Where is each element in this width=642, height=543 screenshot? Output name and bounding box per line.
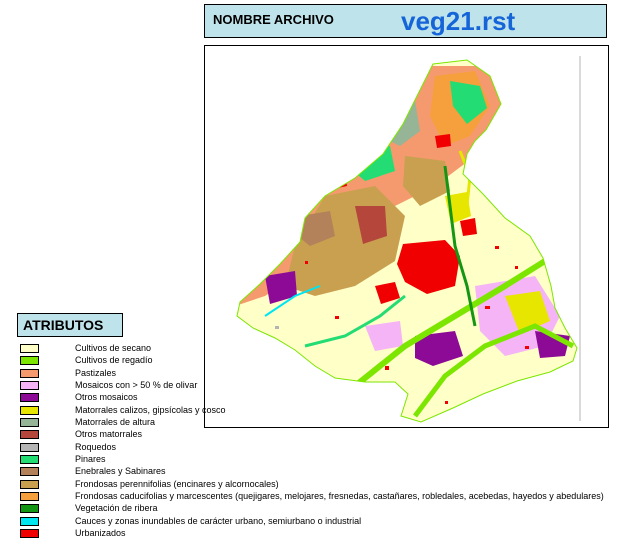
legend-swatch — [20, 504, 39, 513]
file-name-header — [204, 4, 607, 38]
legend-item — [20, 417, 642, 429]
legend-item — [20, 442, 642, 454]
legend-item — [20, 503, 642, 515]
legend-label: Otros mosaicos — [75, 392, 138, 403]
legend-label: Pastizales — [75, 367, 117, 378]
legend-item — [20, 516, 642, 528]
legend-label: Vegetación de ribera — [75, 503, 158, 514]
legend-label: Frondosas caducifolias y marcescentes (quejigares, melojares, fresnedas, castañares, robledales, acebedas, hayedos y abedulares) — [75, 491, 604, 502]
legend-label: Mosaicos con > 50 % de olivar — [75, 380, 198, 391]
legend-label: Cauces y zonas inundables de carácter urbano, semiurbano o industrial — [75, 515, 362, 526]
legend-label: Enebrales y Sabinares — [75, 466, 166, 477]
legend-item — [20, 479, 642, 491]
legend-item — [20, 429, 642, 441]
legend-swatch — [20, 406, 39, 415]
legend-label: Matorrales de altura — [75, 417, 156, 428]
legend-swatch — [20, 467, 39, 476]
legend-swatch — [20, 480, 39, 489]
legend-item — [20, 491, 642, 503]
legend-swatch — [20, 492, 39, 501]
legend — [20, 343, 642, 541]
file-name-value: veg21.rst — [401, 6, 516, 36]
legend-swatch — [20, 356, 39, 365]
legend-label: Matorrales calizos, gipsícolas y cosco — [75, 404, 226, 415]
file-name-label: NOMBRE ARCHIVO — [213, 12, 334, 27]
legend-label: Roquedos — [75, 441, 117, 452]
legend-item — [20, 528, 642, 540]
legend-swatch — [20, 369, 39, 378]
legend-swatch — [20, 381, 39, 390]
legend-title: ATRIBUTOS — [17, 313, 123, 337]
legend-label: Urbanizados — [75, 528, 126, 539]
legend-swatch — [20, 455, 39, 464]
legend-swatch — [20, 344, 39, 353]
legend-label: Otros matorrales — [75, 429, 143, 440]
legend-label: Cultivos de regadío — [75, 355, 153, 366]
legend-swatch — [20, 393, 39, 402]
legend-label: Pinares — [75, 454, 106, 465]
legend-swatch — [20, 443, 39, 452]
legend-label: Frondosas perennifolias (encinares y alcornocales) — [75, 478, 279, 489]
legend-item — [20, 355, 642, 367]
legend-swatch — [20, 418, 39, 427]
legend-label: Cultivos de secano — [75, 343, 152, 353]
legend-item — [20, 380, 642, 392]
legend-swatch — [20, 529, 39, 538]
legend-item — [20, 343, 642, 355]
legend-item — [20, 466, 642, 478]
legend-swatch — [20, 517, 39, 526]
legend-item — [20, 368, 642, 380]
legend-item — [20, 392, 642, 404]
legend-item — [20, 405, 642, 417]
legend-item — [20, 454, 642, 466]
legend-swatch — [20, 430, 39, 439]
